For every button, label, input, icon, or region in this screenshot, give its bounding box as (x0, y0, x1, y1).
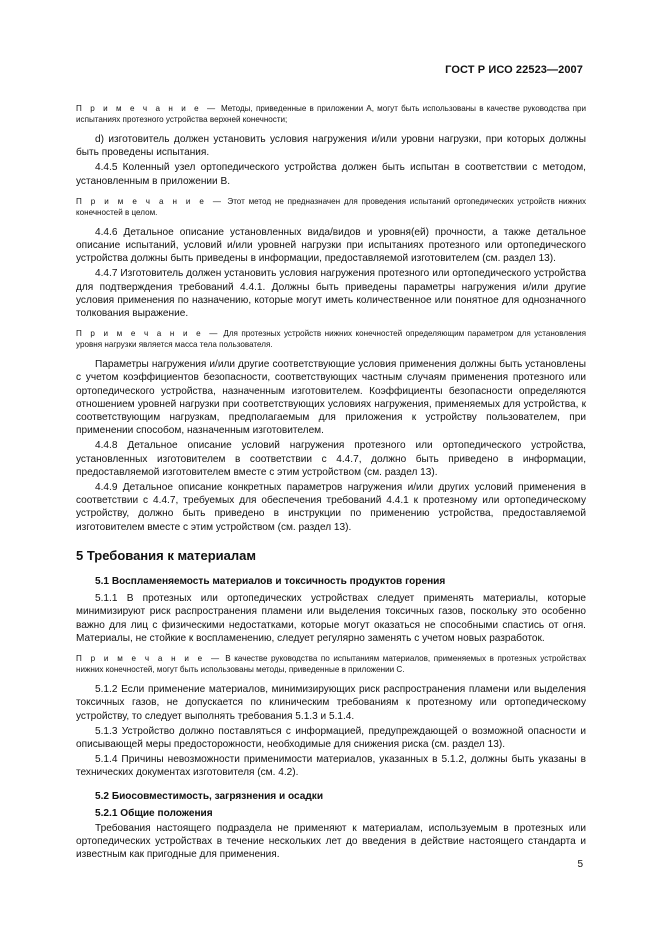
note-label: П р и м е ч а н и е — (76, 329, 220, 339)
note-label: П р и м е ч а н и е — (76, 196, 224, 206)
paragraph-4-4-9: 4.4.9 Детальное описание конкретных параметров нагружения и/или других условий применения в соответствии с 4.4.7, требуемых для обеспечения требований 4.4.1 к протезному или ортопедическому устройству, должно быть приведено в инструкции по применению устройства, предоставляемой изготовителем вместе с этим устройством (см. раздел 13). (76, 482, 586, 533)
page-number: 5 (577, 859, 583, 870)
note-methods-upper-limb (76, 103, 586, 125)
paragraph-5-1-3: 5.1.3 Устройство должно поставляться с информацией, предупреждающей о возможной опасности и описывающей меры предосторожности, необходимые для снижения риска (см. раздел 13). (76, 725, 586, 750)
paragraph-4-4-8: 4.4.8 Детальное описание условий нагружения протезного или ортопедического устройства, установленных изготовителем в соответствии с 4.4.7, должно быть приведено в информации, предоставляемой изготовителем вместе с этим устройством (см. раздел 13). (76, 440, 586, 478)
paragraph-4-4-5: 4.4.5 Коленный узел ортопедического устройства должен быть испытан в соответствии с методом, установленным в приложении В. (76, 162, 586, 187)
paragraph-5-1-1: 5.1.1 В протезных или ортопедических устройствах следует применять материалы, которые минимизируют риск распространения пламени или выделения токсичных газов, поскольку это особенно важно для лиц с физическими недостатками, которые могут оказаться не способными спастись от огня. Материалы, не стойкие к воспламенению, следует регулярно заменять с учетом новых разработок. (76, 593, 586, 644)
section-5-heading: 5 Требования к материалам (76, 547, 257, 563)
note-text: В качестве руководства по испытаниям материалов, применяемых в протезных устройствах нижних конечностей, могут быть использованы методы, приведенные в приложении С. (76, 654, 587, 675)
note-text: Этот метод не предназначен для проведения испытаний ортопедических устройств нижних конечностей в целом. (76, 196, 587, 217)
page-body (76, 95, 586, 864)
document-header: ГОСТ Р ИСО 22523—2007 (445, 64, 583, 76)
note-text: Для протезных устройств нижних конечностей определяющим параметром для установления уровня нагрузки является масса тела пользователя. (76, 329, 587, 350)
paragraph-4-4-7: 4.4.7 Изготовитель должен установить условия нагружения протезного или ортопедического устройства для подтверждения требований 4.4.1. Должны быть приведены параметры нагружения и/или другие условия применения по назначению, которые могут иметь количественное или понятное для однозначного толкования выражение. (76, 268, 586, 320)
subsection-5-1-heading: 5.1 Воспламеняемость материалов и токсичность продуктов горения (95, 576, 446, 588)
paragraph-5-2-1: Требования настоящего подраздела не применяют к материалам, используемым в протезных или ортопедических устройствах в течение нескольких лет до введения в действие настоящего стандарта и известным как пригодные для применения. (76, 822, 586, 861)
note-text: Методы, приведенные в приложении А, могут быть использованы в качестве руководства при испытаниях протезного устройства верхней конечности; (76, 104, 587, 124)
paragraph-load-parameters: Параметры нагружения и/или другие соответствующие условия применения должны быть установлены с учетом коэффициентов безопасности, соответствующих частным случаям применения протезного или ортопедического устройства, назначенным изготовителем. Коэффициенты безопасности определяются отношением уровней нагрузки при соответствующих условиях нагружения, применяемых для устройства, к соответствующим нагрузкам, предполагаемым для приложения к устройству пользователем, при применении способом, назначенным изготовителем. (76, 359, 586, 437)
paragraph-5-1-2: 5.1.2 Если применение материалов, минимизирующих риск распространения пламени или выделения токсичных газов, не допускается по клиническим требованиям к протезному или ортопедическому устройству, то следует выполнять требования 5.1.3 и 5.1.4. (76, 684, 586, 722)
note-test-methods-annex-c (76, 653, 586, 675)
paragraph-4-4-6: 4.4.6 Детальное описание установленных вида/видов и уровня(ей) прочности, а также детальное описание испытаний, условий и/или уровней нагрузки при испытаниях протезного или ортопедического устройства должны быть приведены в информации, предоставляемой изготовителем (см. раздел 13). (76, 226, 586, 265)
note-body-mass (76, 328, 586, 350)
note-label: П р и м е ч а н и е — (76, 654, 222, 664)
subsection-5-2-1-heading: 5.2.1 Общие положения (95, 807, 213, 819)
paragraph-5-1-4: 5.1.4 Причины невозможности применимости материалов, указанных в 5.1.2, должны быть указаны в технических документах изготовителя (см. 4.2). (76, 754, 586, 779)
note-knee-unit (76, 196, 586, 218)
note-label: П р и м е ч а н и е — (76, 104, 218, 113)
subsection-5-2-heading: 5.2 Биосовместимость, загрязнения и осадки (95, 790, 324, 802)
paragraph-d: d) изготовитель должен установить условия нагружения и/или уровни нагрузки, при которых должны быть проведены испытания. (76, 134, 586, 159)
